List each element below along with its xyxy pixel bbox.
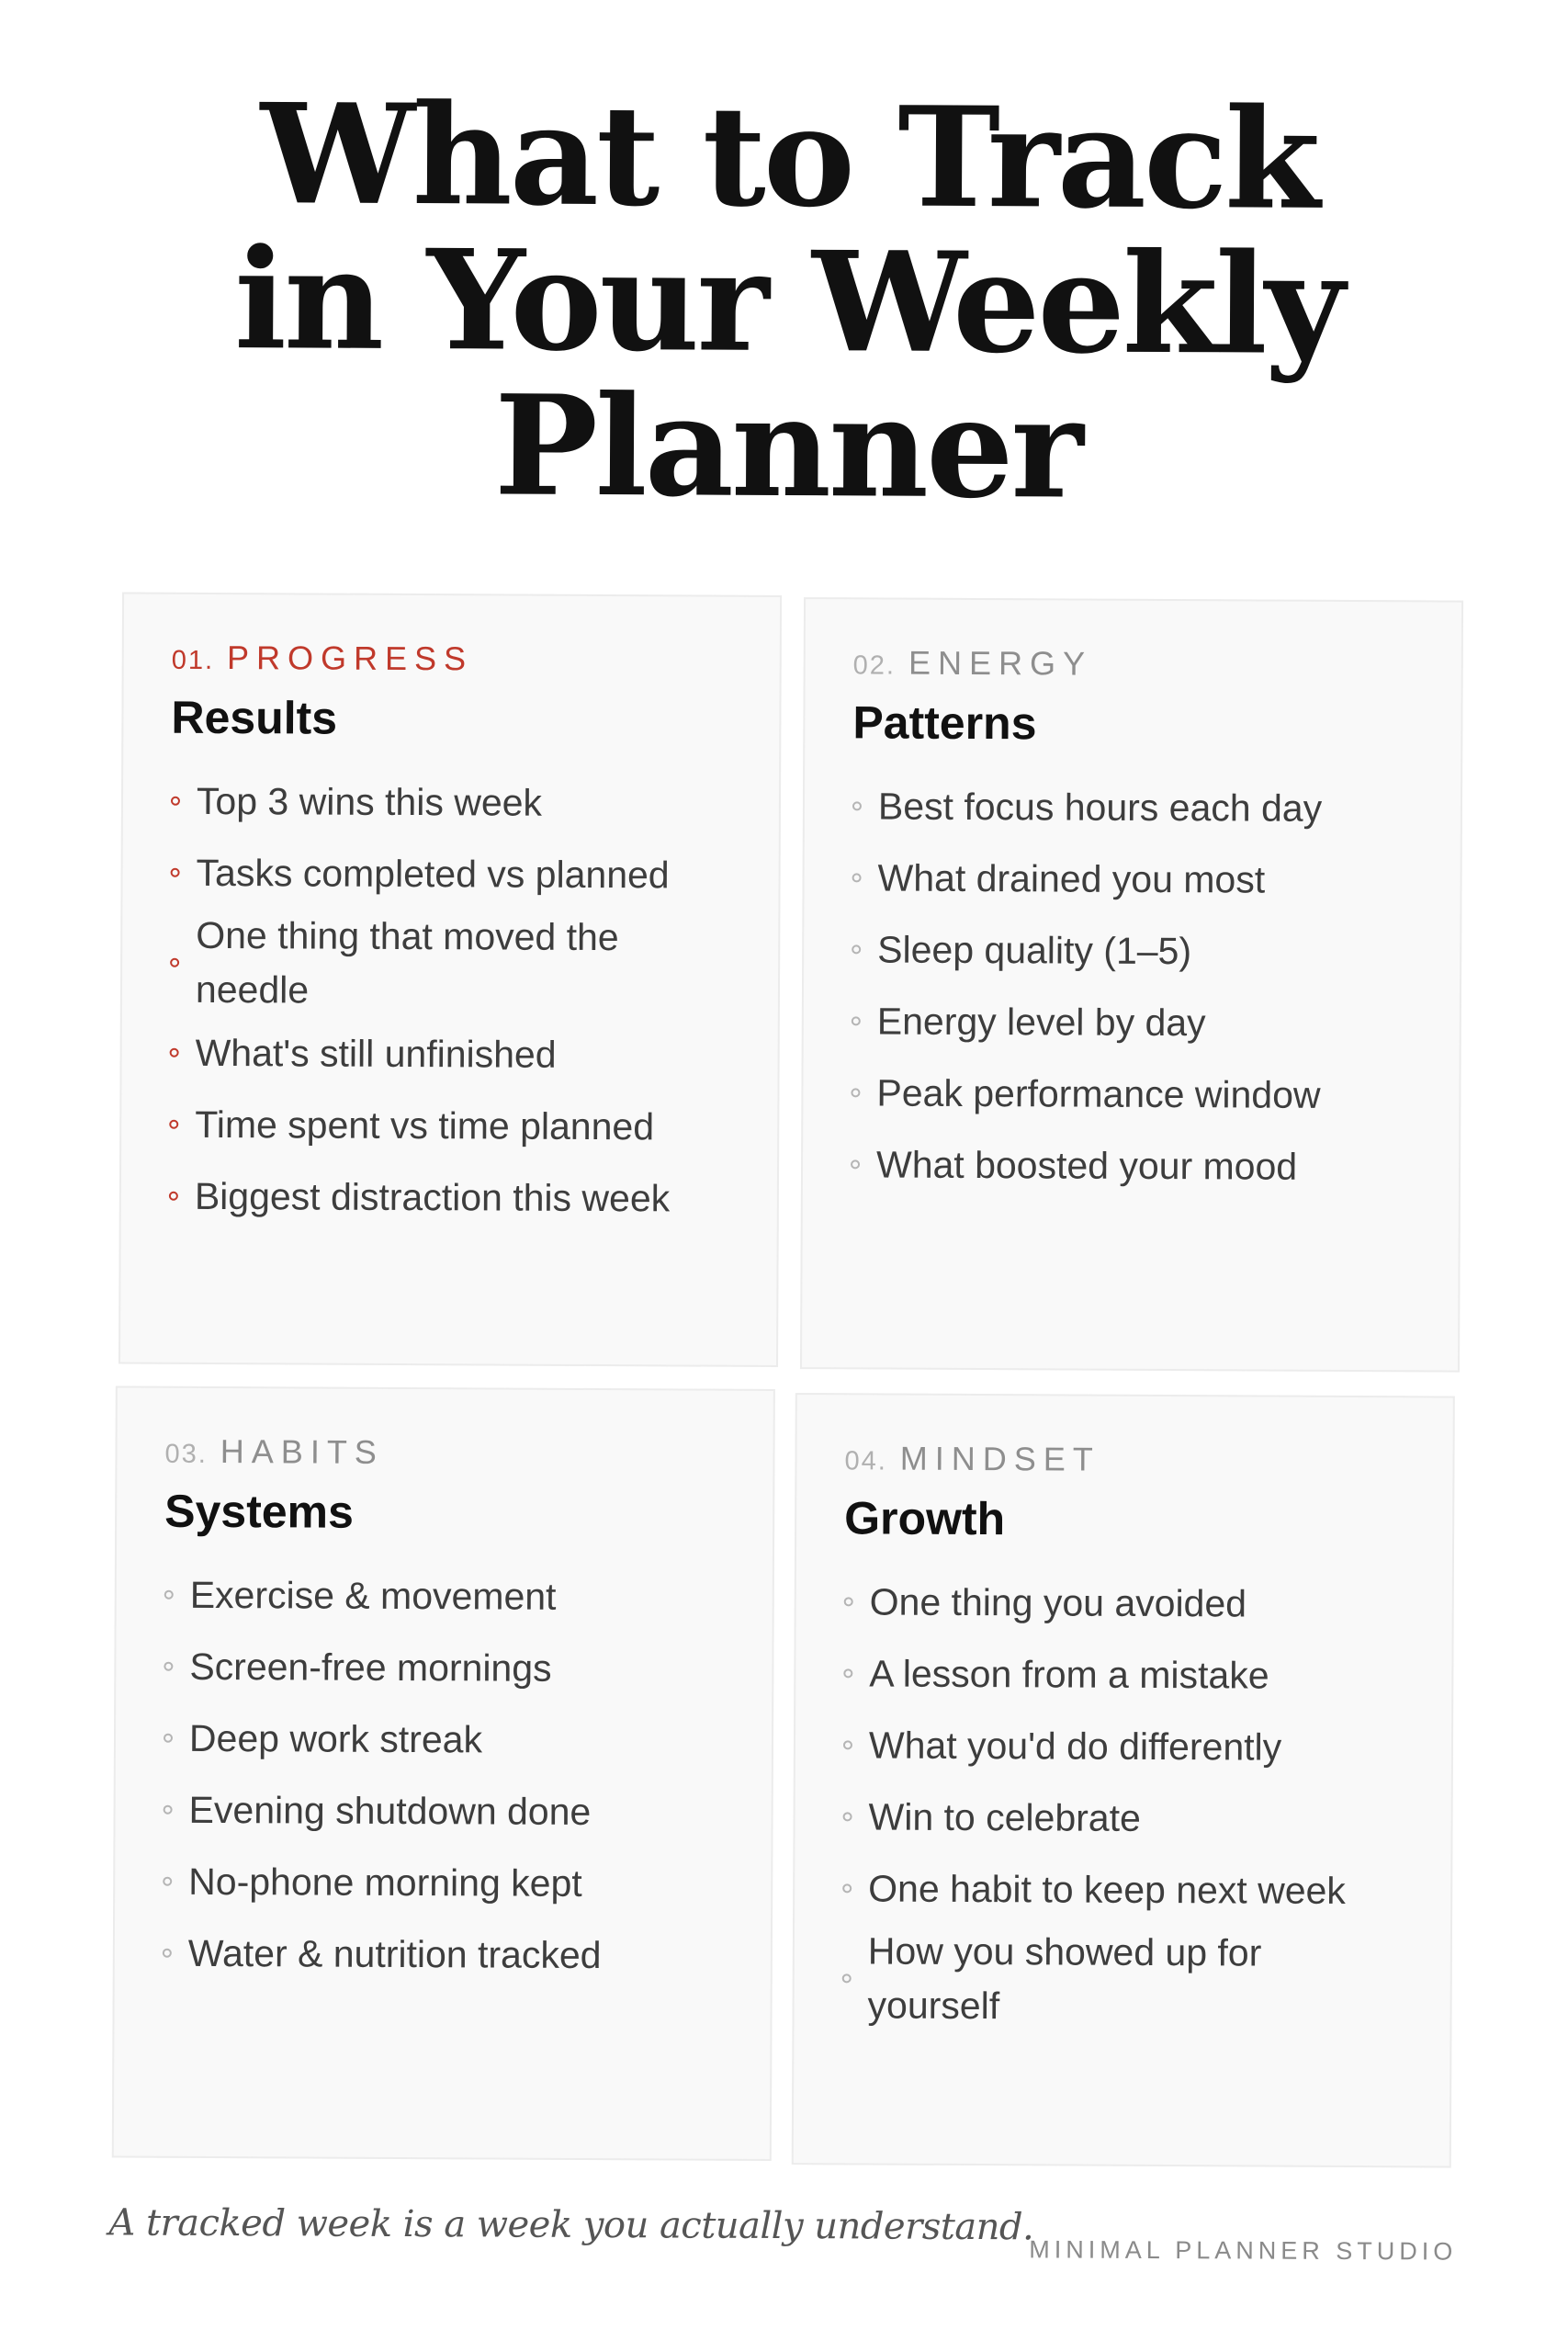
hollow-circle-bullet-icon [843,1812,869,1821]
hollow-circle-bullet-icon [164,1590,190,1600]
list-item [844,1566,1395,1640]
list-item [842,1781,1393,1855]
hollow-circle-bullet-icon [842,1973,868,1983]
list-item-text: Best focus hours each day [877,784,1323,830]
hollow-circle-bullet-icon [842,1883,868,1893]
card-number: 02. [852,650,897,681]
hollow-circle-bullet-icon [163,1949,188,1958]
list-item [843,1637,1394,1712]
hollow-circle-bullet-icon [852,873,878,882]
hollow-circle-bullet-icon [164,1805,189,1815]
list-item-text: How you showed up for yourself [867,1929,1262,2028]
list-item-text: Sleep quality (1–5) [877,927,1192,972]
list-item [163,1917,714,1992]
list-item-text: One thing you avoided [869,1579,1247,1624]
hollow-circle-bullet-icon [851,1159,876,1169]
card-number: 01. [171,645,215,675]
title-line-1: What to Track [260,74,1318,241]
list-item-text: Top 3 wins this week [196,779,543,824]
list-item-text: No-phone morning kept [188,1860,582,1905]
hollow-circle-bullet-icon [852,801,878,810]
list-item-text: One thing that moved the needle [195,913,619,1012]
list-item [170,909,722,1020]
list-item-text: What drained you most [877,855,1266,901]
list-item [852,842,1403,916]
list-item-text: Evening shutdown done [188,1788,592,1833]
list-item-text: What boosted your mood [875,1142,1298,1188]
hollow-circle-bullet-icon [164,1734,189,1743]
page-title [3,74,1568,530]
card-eyebrow [853,643,1461,683]
card-heading: Results [171,691,338,744]
list-item-text: Tasks completed vs planned [196,851,670,896]
hollow-circle-bullet-icon [170,1048,196,1057]
card-heading: Systems [164,1485,355,1538]
list-item-text: Peak performance window [876,1070,1321,1116]
list-item-text: Time spent vs time planned [195,1102,655,1148]
hollow-circle-bullet-icon [164,1662,189,1671]
card-mindset [792,1393,1455,2167]
list-item [852,985,1403,1059]
list-item-text: Water & nutrition tracked [187,1931,602,1976]
title-line-2: in Your Weekly [233,219,1343,386]
list-item [169,1089,720,1163]
hollow-circle-bullet-icon [843,1668,869,1678]
list-item [851,1057,1402,1131]
list-item [841,1924,1393,2035]
list-item-text: Biggest distraction this week [194,1174,671,1219]
list-item [851,1128,1402,1203]
card-category: PROGRESS [226,639,474,678]
list-item-text: What you'd do differently [868,1723,1282,1769]
hollow-circle-bullet-icon [163,1877,188,1886]
footer-brand: MINIMAL PLANNER STUDIO [1029,2235,1458,2266]
hollow-circle-bullet-icon [169,1192,195,1201]
list-item [843,1709,1394,1783]
card-eyebrow [844,1439,1452,1478]
hollow-circle-bullet-icon [843,1740,869,1749]
list-item [163,1774,714,1849]
list-item [842,1852,1393,1927]
card-energy [800,597,1463,1372]
list-item-text: What's still unfinished [195,1031,557,1076]
hollow-circle-bullet-icon [852,1016,877,1025]
list-item [852,770,1404,844]
list-item [169,1017,720,1091]
hollow-circle-bullet-icon [852,944,877,954]
title-line-3: Planner [493,365,1082,530]
list-item [164,1702,715,1777]
hollow-circle-bullet-icon [170,958,196,967]
card-progress [118,592,782,1366]
list-item [163,1846,714,1920]
list-item [164,1559,716,1634]
checklist [169,765,722,1235]
list-item-text: Energy level by day [876,999,1206,1044]
card-category: HABITS [220,1432,384,1471]
list-item [170,837,721,911]
list-item [171,765,722,840]
card-heading: Patterns [852,696,1037,750]
card-heading: Growth [844,1492,1006,1545]
card-eyebrow [172,639,780,678]
card-eyebrow [164,1432,773,1472]
hollow-circle-bullet-icon [844,1597,870,1606]
card-category: MINDSET [899,1439,1100,1478]
list-item-text: Exercise & movement [189,1573,557,1618]
checklist [841,1566,1394,2035]
hollow-circle-bullet-icon [169,1120,195,1129]
list-item-text: Deep work streak [188,1716,483,1760]
hollow-circle-bullet-icon [171,797,197,806]
hollow-circle-bullet-icon [171,868,197,877]
footer-tagline: A tracked week is a week you actually understand. [108,2201,1034,2249]
card-number: 03. [164,1439,208,1469]
list-item [169,1160,720,1235]
list-item-text: One habit to keep next week [868,1866,1346,1912]
list-item [164,1631,715,1705]
list-item-text: A lesson from a mistake [869,1651,1269,1697]
card-habits [112,1385,775,2160]
card-category: ENERGY [908,643,1093,683]
list-item-text: Win to celebrate [868,1794,1141,1839]
list-item [852,913,1403,988]
checklist [163,1559,716,1992]
list-item-text: Screen-free mornings [189,1645,552,1690]
checklist [851,770,1404,1203]
hollow-circle-bullet-icon [851,1088,876,1097]
card-number: 04. [844,1446,887,1476]
